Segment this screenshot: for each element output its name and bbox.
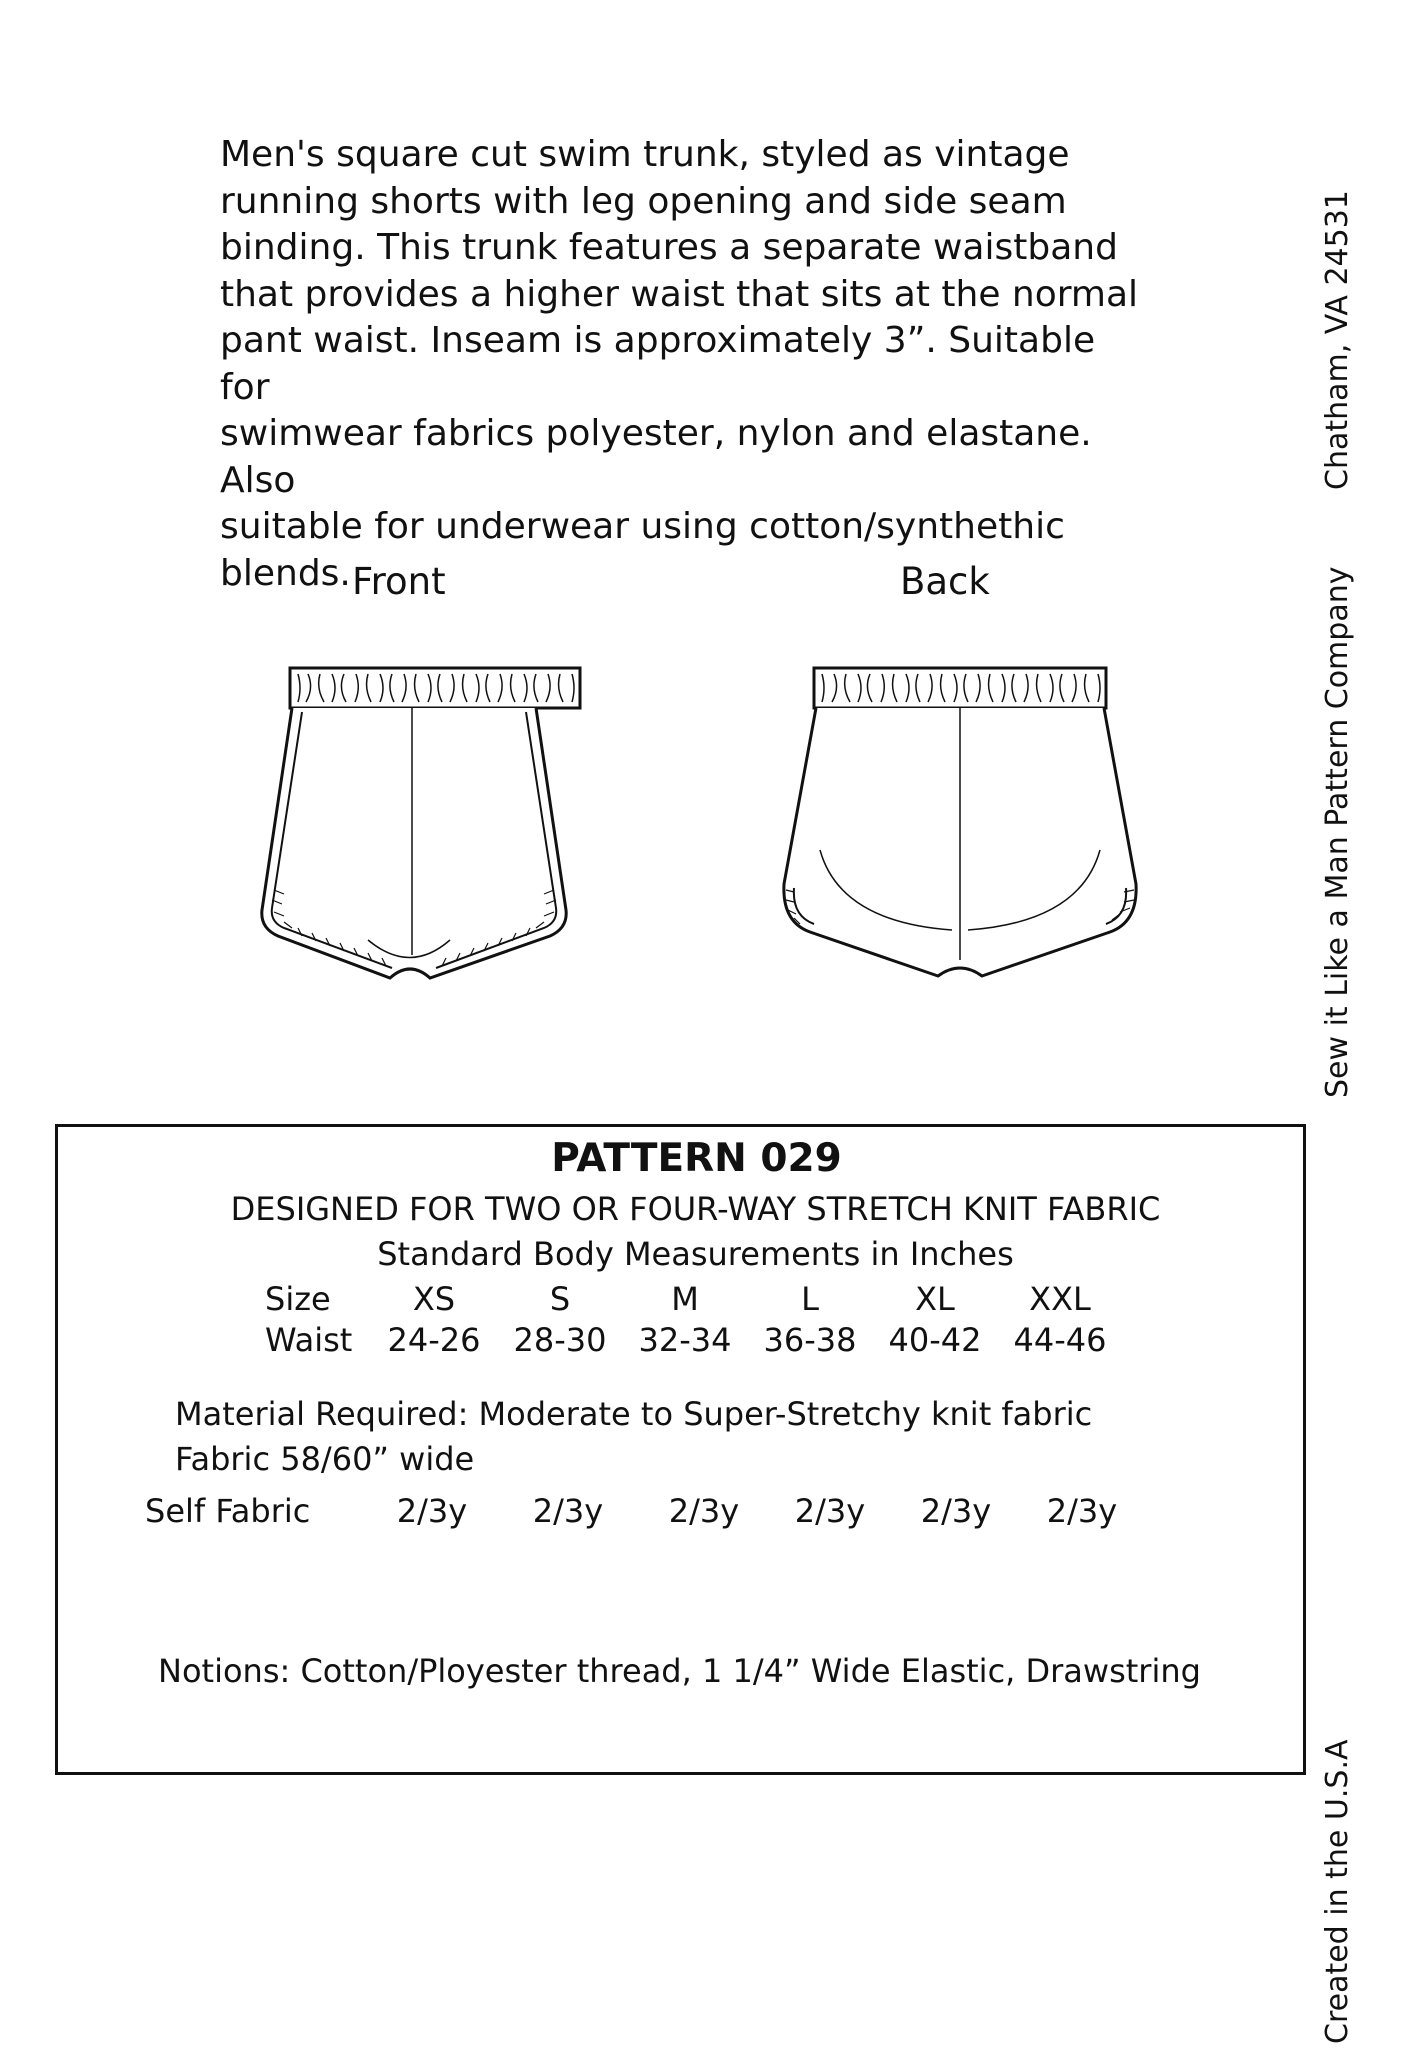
self-fabric-cell: 2/3y: [1046, 1492, 1118, 1530]
material-required: Material Required: Moderate to Super-Stretchy knit fabric: [175, 1395, 1093, 1433]
description-line: running shorts with leg opening and side seam: [220, 180, 1067, 222]
size-cell: S: [549, 1280, 571, 1318]
description-line: binding. This trunk features a separate waistband: [220, 227, 1118, 268]
company-name: Sew it Like a Man Pattern Company: [1320, 566, 1355, 1098]
size-cell: XXL: [1029, 1280, 1091, 1318]
waist-cell: 32-34: [638, 1321, 732, 1359]
back-trunk-illustration: [770, 660, 1150, 1020]
size-row-label: Size: [265, 1280, 331, 1318]
waist-cell: 36-38: [763, 1321, 857, 1359]
waist-cell: 40-42: [888, 1321, 982, 1359]
description-line: that provides a higher waist that sits at the normal: [220, 273, 1139, 315]
notions-text: Notions: Cotton/Ployester thread, 1 1/4” Wide Elastic, Drawstring: [158, 1652, 1201, 1690]
self-fabric-cell: 2/3y: [532, 1492, 604, 1530]
waist-cell: 28-30: [513, 1321, 607, 1359]
self-fabric-cell: 2/3y: [794, 1492, 866, 1530]
waist-cell: 24-26: [387, 1321, 481, 1359]
self-fabric-cell: 2/3y: [396, 1492, 468, 1530]
back-view-label: Back: [900, 560, 990, 603]
description-line: swimwear fabrics polyester, nylon and elastane. Also: [220, 413, 1092, 501]
front-trunk-illustration: [250, 660, 610, 1020]
self-fabric-label: Self Fabric: [145, 1492, 311, 1530]
made-in-text: Created in the U.S.A: [1320, 1739, 1355, 2044]
location-text: Chatham, VA 24531: [1320, 190, 1355, 490]
waist-cell: 44-46: [1013, 1321, 1107, 1359]
pattern-title: PATTERN 029: [551, 1136, 842, 1181]
size-cell: XL: [915, 1280, 955, 1318]
size-cell: XS: [412, 1280, 456, 1318]
size-cell: M: [671, 1280, 699, 1318]
self-fabric-cell: 2/3y: [668, 1492, 740, 1530]
pattern-description: [220, 132, 1140, 597]
description-line: Men's square cut swim trunk, styled as vintage: [220, 134, 1070, 175]
size-cell: L: [801, 1280, 819, 1318]
description-line: suitable for underwear using cotton/synthethic: [220, 506, 1065, 547]
fabric-designation: DESIGNED FOR TWO OR FOUR-WAY STRETCH KNIT FABRIC: [230, 1190, 1161, 1228]
front-view-label: Front: [352, 560, 446, 603]
description-line: blends.: [220, 552, 351, 594]
waist-row-label: Waist: [265, 1321, 353, 1359]
measurements-caption: Standard Body Measurements in Inches: [377, 1235, 1014, 1273]
self-fabric-cell: 2/3y: [920, 1492, 992, 1530]
description-line: pant waist. Inseam is approximately 3”. Suitable for: [220, 320, 1096, 408]
fabric-width: Fabric 58/60” wide: [175, 1440, 475, 1478]
